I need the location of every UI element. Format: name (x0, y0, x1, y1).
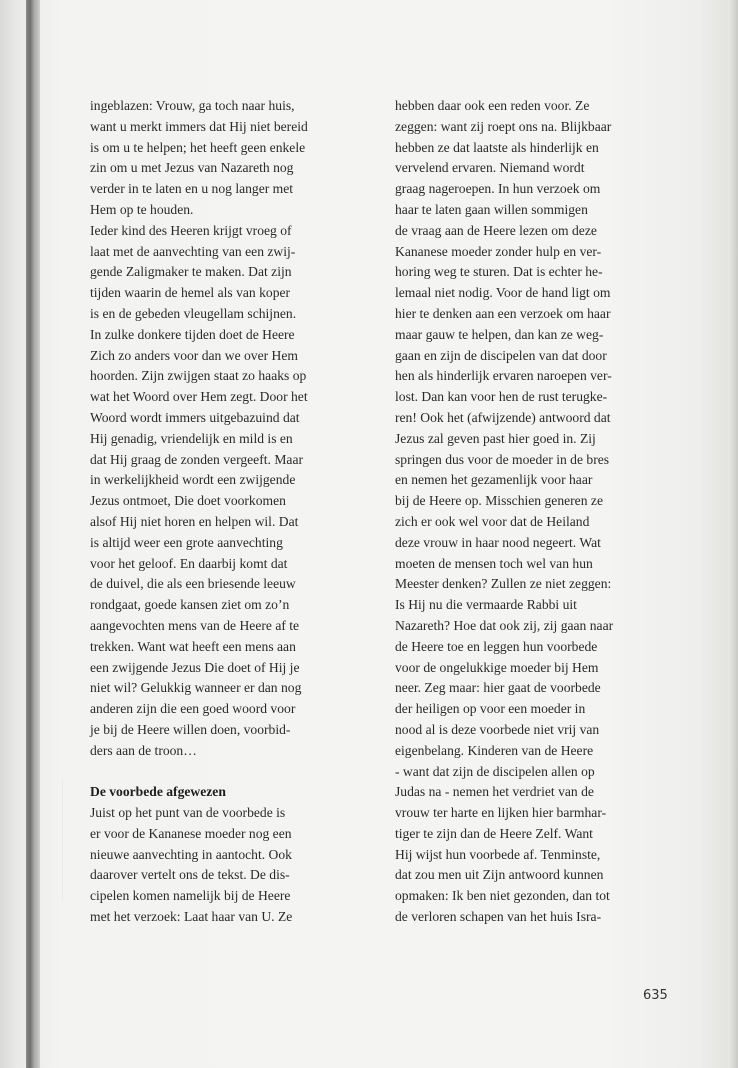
right-column (395, 96, 685, 928)
text-line: in werkelijkheid wordt een zwijgende (90, 472, 296, 488)
text-line: Jezus zal geven past hier goed in. Zij (395, 430, 596, 446)
paragraph-2 (90, 221, 370, 762)
text-line: is om u te helpen; het heeft geen enkele (90, 139, 306, 155)
text-line: opmaken: Ik ben niet gezonden, dan tot (395, 888, 610, 904)
text-line: dat Hij graag de zonden vergeeft. Maar (90, 451, 303, 467)
text-line: en nemen het gezamenlijk voor haar (395, 472, 593, 488)
text-line: niet wil? Gelukkig wanneer er dan nog (90, 680, 302, 696)
text-line: hier te denken aan een verzoek om haar (395, 305, 611, 321)
text-line: Jezus ontmoet, Die doet voorkomen (90, 493, 286, 509)
text-line: een zwijgende Jezus Die doet of Hij je (90, 659, 300, 675)
text-line: want u merkt immers dat Hij niet bereid (90, 118, 308, 134)
text-line: de Heere toe en leggen hun voorbede (395, 638, 598, 654)
text-line: laat met de aanvechting van een zwij- (90, 243, 296, 259)
text-line: voor de ongelukkige moeder bij Hem (395, 659, 599, 675)
text-line: zeggen: want zij roept ons na. Blijkbaar (395, 118, 612, 134)
text-line: Ieder kind des Heeren krijgt vroeg of (90, 222, 292, 238)
text-line: rondgaat, goede kansen ziet om zo’n (90, 597, 290, 613)
text-line: horing weg te sturen. Dat is echter he- (395, 264, 603, 280)
text-line: nieuwe aanvechting in aantocht. Ook (90, 846, 292, 862)
text-line: tijden waarin de hemel als van koper (90, 285, 291, 301)
text-line: lost. Dan kan voor hen de rust terugke- (395, 389, 608, 405)
text-line: voor het geloof. En daarbij komt dat (90, 555, 288, 571)
text-line: eigenbelang. Kinderen van de Heere (395, 742, 594, 758)
text-line: ren! Ook het (afwijzende) antwoord dat (395, 409, 611, 425)
text-line: Woord wordt immers uitgebazuind dat (90, 409, 300, 425)
text-line: aangevochten mens van de Heere af te (90, 617, 300, 633)
text-line: is en de gebeden vleugellam schijnen. (90, 305, 297, 321)
text-line: hoorden. Zijn zwijgen staat zo haaks op (90, 368, 307, 384)
text-line: dat zou men uit Zijn antwoord kunnen (395, 867, 604, 883)
text-line: verder in te laten en u nog langer met (90, 181, 294, 197)
left-column (90, 96, 370, 928)
text-line: je bij de Heere willen doen, voorbid- (90, 721, 291, 737)
text-line: deze vrouw in haar nood negeert. Wat (395, 534, 601, 550)
text-line: hebben ze dat laatste als hinderlijk en (395, 139, 599, 155)
text-line: nood al is deze voorbede niet vrij van (395, 721, 600, 737)
text-line: Hij genadig, vriendelijk en mild is en (90, 430, 293, 446)
text-line: tiger te zijn dan de Heere Zelf. Want (395, 825, 593, 841)
paragraph-1 (90, 96, 370, 221)
text-line: gende Zaligmaker te maken. Dat zijn (90, 264, 292, 280)
text-line: gaan en zijn de discipelen van dat door (395, 347, 607, 363)
text-line: de verloren schapen van het huis Isra- (395, 909, 602, 925)
text-line: Zich zo anders voor dan we over Hem (90, 347, 298, 363)
text-line: trekken. Want wat heeft een mens aan (90, 638, 296, 654)
book-spine (26, 0, 40, 1068)
text-line: - want dat zijn de discipelen allen op (395, 763, 595, 779)
text-line: met het verzoek: Laat haar van U. Ze (90, 909, 293, 925)
section-heading: De voorbede afgewezen (90, 784, 226, 800)
paragraph-3 (90, 803, 370, 928)
text-line: Meester denken? Zullen ze niet zeggen: (395, 576, 612, 592)
text-line: de duivel, die als een briesende leeuw (90, 576, 296, 592)
page-number: 635 (643, 988, 668, 1003)
text-line: Juist op het punt van de voorbede is (90, 805, 286, 821)
text-line: In zulke donkere tijden doet de Heere (90, 326, 295, 342)
text-line: ders aan de troon… (90, 742, 197, 758)
text-line: vrouw ter harte en lijken hier barmhar- (395, 805, 607, 821)
text-line: cipelen komen namelijk bij de Heere (90, 888, 291, 904)
paragraph-gap (90, 762, 370, 783)
text-line: der heiligen op voor een moeder in (395, 701, 586, 717)
text-line: alsof Hij niet horen en helpen wil. Dat (90, 513, 299, 529)
text-line: is altijd weer een grote aanvechting (90, 534, 283, 550)
text-line: Hij wijst hun voorbede af. Tenminste, (395, 846, 601, 862)
text-line: bij de Heere op. Misschien generen ze (395, 493, 603, 509)
text-line: daarover vertelt ons de tekst. De dis- (90, 867, 290, 883)
text-line: Hem op te houden. (90, 201, 194, 217)
text-line: zin om u met Jezus van Nazareth nog (90, 160, 294, 176)
text-line: neer. Zeg maar: hier gaat de voorbede (395, 680, 601, 696)
text-line: hebben daar ook een reden voor. Ze (395, 98, 590, 113)
text-line: zich er ook wel voor dat de Heiland (395, 513, 590, 529)
text-line: hen als hinderlijk ervaren naroepen ver- (395, 368, 612, 384)
text-line: Judas na - nemen het verdriet van de (395, 784, 594, 800)
text-line: anderen zijn die een goed woord voor (90, 701, 296, 717)
text-line: lemaal niet nodig. Voor de hand ligt om (395, 285, 611, 301)
text-line: Nazareth? Hoe dat ook zij, zij gaan naar (395, 617, 614, 633)
text-line: moeten de mensen toch wel van hun (395, 555, 593, 571)
text-line: de vraag aan de Heere lezen om deze (395, 222, 597, 238)
text-line: er voor de Kananese moeder nog een (90, 825, 292, 841)
text-line: haar te laten gaan willen sommigen (395, 201, 588, 217)
text-line: ingeblazen: Vrouw, ga toch naar huis, (90, 98, 295, 113)
text-line: vervelend ervaren. Niemand wordt (395, 160, 585, 176)
text-line: graag nageroepen. In hun verzoek om (395, 181, 601, 197)
text-line: wat het Woord over Hem zegt. Door het (90, 389, 308, 405)
text-line: Is Hij nu die vermaarde Rabbi uit (395, 597, 577, 613)
text-line: Kananese moeder zonder hulp en ver- (395, 243, 602, 259)
text-line: springen dus voor de moeder in de bres (395, 451, 610, 467)
text-line: maar gauw te helpen, dan kan ze weg- (395, 326, 604, 342)
page-edge (728, 0, 738, 1068)
